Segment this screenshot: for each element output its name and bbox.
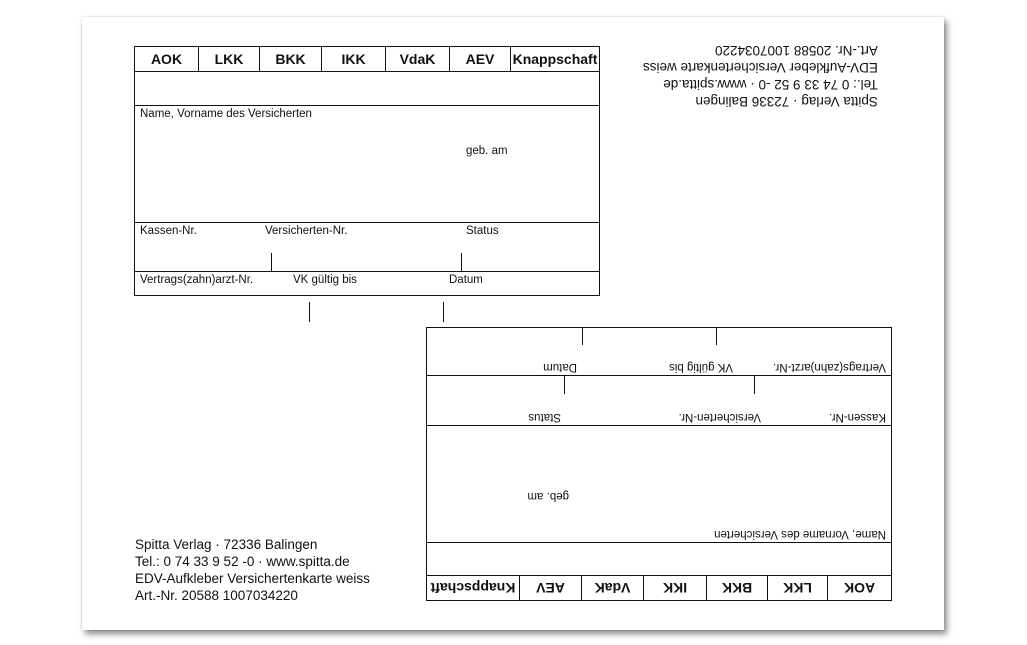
- insurer-header-row: [135, 47, 599, 72]
- field-tick: [271, 253, 272, 271]
- article-number: Art.-Nr. 20588 1007034220: [135, 588, 298, 603]
- field-tick: [461, 253, 462, 271]
- insurer-aok: AOK: [827, 576, 891, 600]
- insurer-header-row: [427, 575, 891, 600]
- name-label: Name, Vorname des Versicherten: [714, 528, 886, 540]
- divider-line: [427, 542, 891, 543]
- insurer-knappschaft: Knappschaft: [512, 51, 598, 67]
- kassen-nr-label: Kassen-Nr.: [829, 411, 886, 423]
- status-label: Status: [466, 225, 499, 237]
- insurer-bkk: BKK: [706, 576, 767, 600]
- kassen-nr-label: Kassen-Nr.: [140, 225, 197, 237]
- publisher-contact: Tel.: 0 74 33 9 52 -0 · www.spitta.de: [663, 77, 878, 92]
- insurer-aok: AOK: [135, 47, 199, 71]
- product-description: EDV-Aufkleber Versichertenkarte weiss: [135, 571, 370, 586]
- field-tick: [564, 376, 565, 394]
- vk-valid-label: VK gültig bis: [669, 361, 733, 373]
- divider-line: [135, 271, 599, 272]
- birth-date-label: geb. am: [527, 490, 569, 502]
- publisher-imprint-upright: [135, 536, 370, 604]
- field-tick: [443, 302, 444, 322]
- divider-line: [427, 425, 891, 426]
- arzt-nr-label: Vertrags(zahn)arzt-Nr.: [140, 274, 254, 286]
- divider-line: [427, 375, 891, 376]
- vk-valid-label: VK gültig bis: [293, 274, 357, 286]
- insurer-vdak: VdaK: [386, 47, 450, 71]
- insurer-lkk: LKK: [199, 47, 260, 71]
- insurer-knappschaft: Knappschaft: [430, 580, 516, 596]
- versicherten-nr-label: Versicherten-Nr.: [265, 225, 348, 237]
- field-tick: [309, 302, 310, 322]
- field-tick: [582, 327, 583, 345]
- datum-label: Datum: [449, 274, 483, 286]
- divider-line: [135, 105, 599, 106]
- status-label: Status: [528, 411, 561, 423]
- insurance-card-label-upright: [134, 46, 600, 296]
- field-tick: [716, 327, 717, 345]
- versicherten-nr-label: Versicherten-Nr.: [678, 411, 761, 423]
- insurer-ikk: IKK: [322, 47, 386, 71]
- insurer-bkk: BKK: [260, 47, 322, 71]
- name-label: Name, Vorname des Versicherten: [140, 108, 312, 120]
- birth-date-label: geb. am: [466, 145, 508, 157]
- insurer-ikk: IKK: [643, 576, 706, 600]
- publisher-imprint-rotated: [643, 42, 878, 110]
- publisher-contact: Tel.: 0 74 33 9 52 -0 · www.spitta.de: [135, 554, 350, 569]
- arzt-nr-label: Vertrags(zahn)arzt-Nr.: [772, 361, 886, 373]
- publisher-address: Spitta Verlag · 72336 Balingen: [695, 94, 878, 109]
- publisher-address: Spitta Verlag · 72336 Balingen: [135, 537, 318, 552]
- insurer-aev: AEV: [519, 576, 581, 600]
- article-number: Art.-Nr. 20588 1007034220: [714, 43, 878, 58]
- datum-label: Datum: [543, 361, 577, 373]
- product-description: EDV-Aufkleber Versichertenkarte weiss: [643, 60, 878, 75]
- field-tick: [754, 376, 755, 394]
- insurer-aev: AEV: [450, 47, 511, 71]
- divider-line: [135, 222, 599, 223]
- insurance-card-label-rotated: [426, 327, 892, 601]
- insurer-lkk: LKK: [767, 576, 827, 600]
- insurer-vdak: VdaK: [581, 576, 643, 600]
